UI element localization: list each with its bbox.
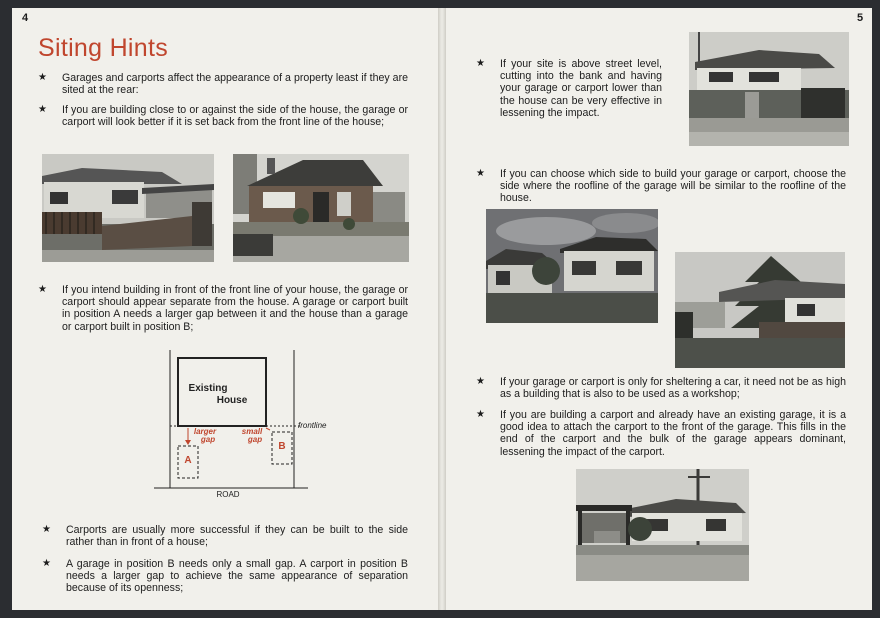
bullet-text: A garage in position B needs only a small gap. A carport in position B needs a larger gap to achieve the same appearance of separation because of its openness; bbox=[66, 558, 408, 595]
star-icon: ★ bbox=[476, 376, 485, 387]
photo-house-above-street bbox=[689, 32, 849, 146]
bullet-item bbox=[38, 104, 408, 129]
bullet-text: If your site is above street level, cutting into the bank and having your garage or carport lower than the house can be very effective in lessening the impact. bbox=[500, 58, 662, 119]
bullet-text: If you are building a carport and already have an existing garage, it is a good idea to attach the carport to the front of the garage. This fills in the end of the carport and the bulk of the garage appears dominant, lessening the impact of the carport. bbox=[500, 409, 846, 458]
diagram-label-frontline: frontline bbox=[298, 421, 327, 430]
star-icon: ★ bbox=[38, 104, 47, 115]
bullet-item bbox=[476, 168, 846, 205]
diagram-label-existing: Existing bbox=[188, 383, 228, 394]
diagram-label-small: small bbox=[241, 427, 263, 436]
photo-house-with-pine bbox=[675, 252, 845, 368]
page-title: Siting Hints bbox=[38, 34, 169, 62]
star-icon: ★ bbox=[42, 558, 51, 569]
star-icon: ★ bbox=[476, 168, 485, 179]
photo-carport-attached bbox=[576, 469, 749, 581]
diagram-label-road: ROAD bbox=[216, 490, 240, 499]
photo-brick-house bbox=[233, 154, 409, 262]
bullet-item bbox=[38, 284, 408, 333]
page-number-left: 4 bbox=[22, 12, 29, 24]
star-icon: ★ bbox=[38, 284, 47, 295]
page-number-right: 5 bbox=[857, 12, 864, 24]
page-gutter bbox=[438, 8, 446, 610]
diagram-label-small-gap: gap bbox=[247, 435, 263, 444]
bullet-text: If your garage or carport is only for sheltering a car, it need not be as high as a building that is also to be used as a workshop; bbox=[500, 376, 846, 401]
photo-matching-rooflines bbox=[486, 209, 658, 323]
diagram-label-b: B bbox=[278, 441, 286, 452]
bullet-item bbox=[476, 376, 846, 401]
siting-diagram bbox=[148, 350, 334, 500]
star-icon: ★ bbox=[42, 524, 51, 535]
bullet-item bbox=[42, 524, 408, 549]
photo-house-with-garage bbox=[42, 154, 214, 262]
bullet-text: If you intend building in front of the front line of your house, the garage or carport should appear separate from the house. A garage or carport built in position A needs a larger gap between it and the house than a garage or carport built in position B; bbox=[62, 284, 408, 333]
bullet-text: Carports are usually more successful if they can be built to the side rather than in front of a house; bbox=[66, 524, 408, 549]
star-icon: ★ bbox=[476, 409, 485, 420]
diagram-label-house: House bbox=[216, 395, 248, 406]
diagram-label-larger: larger bbox=[193, 427, 217, 436]
bullet-item bbox=[476, 409, 846, 458]
star-icon: ★ bbox=[476, 58, 485, 69]
diagram-label-larger-gap: gap bbox=[200, 435, 216, 444]
bullet-item bbox=[42, 558, 408, 595]
bullet-item bbox=[476, 58, 662, 119]
bullet-item bbox=[38, 72, 408, 97]
star-icon: ★ bbox=[38, 72, 47, 83]
bullet-text: Garages and carports affect the appearance of a property least if they are sited at the rear: bbox=[62, 72, 408, 97]
diagram-label-a: A bbox=[184, 455, 192, 466]
bullet-text: If you can choose which side to build your garage or carport, choose the side where the roofline of the garage will be similar to the roofline of the house. bbox=[500, 168, 846, 205]
bullet-text: If you are building close to or against the side of the house, the garage or carport will look better if it is set back from the front line of the house; bbox=[62, 104, 408, 129]
